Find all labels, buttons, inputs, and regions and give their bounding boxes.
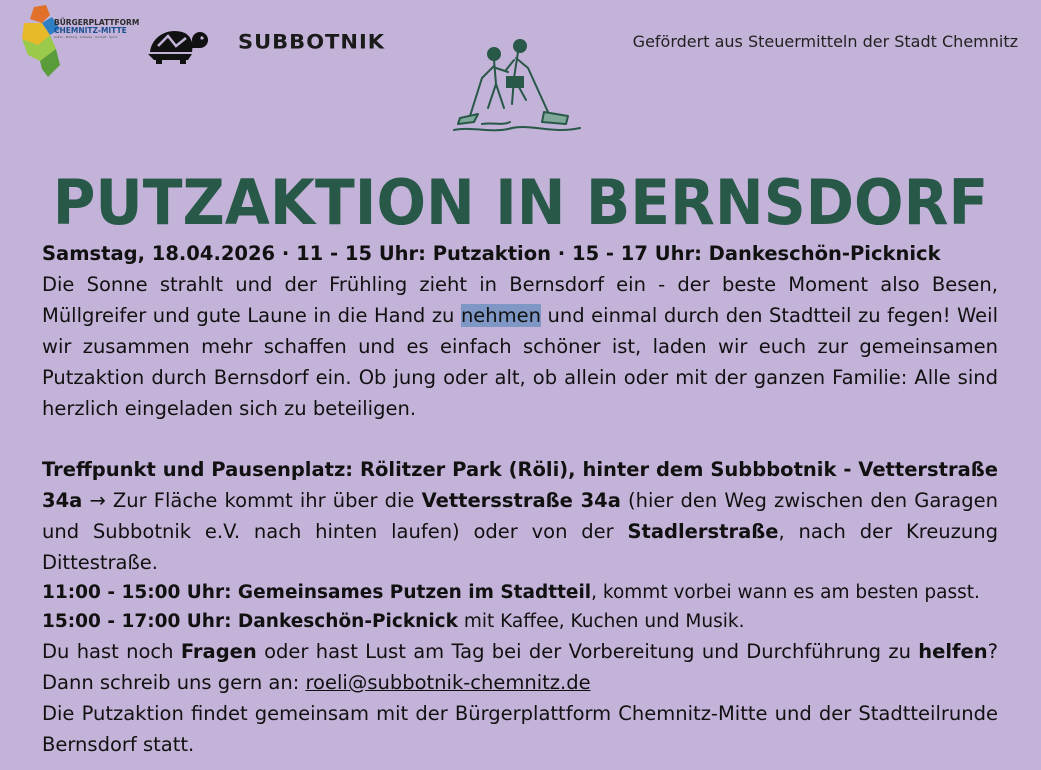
contact-paragraph [42,636,998,698]
contact-bold-2: helfen [918,640,988,663]
turtle-icon [146,22,210,66]
meeting-point-heading: Treffpunkt und Pausenplatz: Rölitzer Park (Röli), hinter dem Subbbotnik - Vetterstraße 34a [42,458,998,512]
schedule-time-1: 11:00 - 15:00 Uhr: Gemeinsames Putzen im Stadtteil [42,582,592,603]
intro-text-1: Die Sonne strahlt und der Frühling zieht in Bernsdorf ein - der beste Moment also Besen, Müllgreifer und gute Laune in die Hand zu [42,273,998,327]
meeting-street-2: Stadlerstraße [627,520,779,543]
email-link[interactable]: roeli@subbotnik-chemnitz.de [305,671,591,694]
platform-logo-line2: CHEMNITZ-MITTE [54,26,127,35]
cleaning-people-illustration [452,38,584,138]
selected-word: nehmen [460,304,542,327]
schedule-desc-1: , kommt vorbei wann es am besten passt. [591,582,980,603]
main-content [42,238,998,760]
page-title: PUTZAKTION IN BERNSDORF [52,166,989,239]
subbotnik-wordmark: SUBBOTNIK [238,30,386,54]
meeting-text-3: , nach der Kreuzung Dittestraße. [42,520,999,574]
contact-text-2: oder hast Lust am Tag bei der Vorbereitung und Durchführung zu [256,640,919,663]
platform-logo-line3: Kultur · Bildung · Soziales · Umwelt · Sport [54,35,118,39]
schedule-time-2: 15:00 - 17:00 Uhr: Dankeschön-Picknick [42,611,458,632]
meeting-street-1: Vettersstraße 34a [421,489,621,512]
buergerplattform-logo [20,5,140,77]
meeting-point-paragraph [42,454,998,578]
map-logo-icon [20,5,80,79]
schedule-desc-2: mit Kaffee, Kuchen und Musik. [457,611,745,632]
schedule-item [42,578,998,607]
schedule-item [42,607,998,636]
platform-logo-line1: BÜRGERPLATTFORM [54,18,140,27]
spacer [42,424,998,454]
contact-text-1: Du hast noch [42,640,181,663]
intro-text-2: und einmal durch den Stadtteil zu fegen! Weil wir zusammen mehr schaffen und es einfach schöner ist, laden wir euch zur gemeinsamen Putzaktion durch Bernsdorf ein. Ob jung oder alt, ob allein oder mit der ganzen Familie: Alle sind herzlich eingeladen sich zu beteiligen. [42,304,998,420]
contact-text-3: ? Dann schreib uns gern an: [42,640,999,694]
meeting-text-1: → Zur Fläche kommt ihr über die [82,489,422,512]
meeting-text-2: (hier den Weg zwischen den Garagen und Subbotnik e.V. nach hinten laufen) oder von der [42,489,998,543]
closing-paragraph: Die Putzaktion findet gemeinsam mit der Bürgerplattform Chemnitz-Mitte und der Stadtteilrunde Bernsdorf statt. [42,702,998,756]
sponsor-text: Gefördert aus Steuermitteln der Stadt Chemnitz [632,32,1018,51]
intro-paragraph [42,269,998,424]
contact-bold-1: Fragen [180,640,257,663]
event-date-line: Samstag, 18.04.2026 · 11 - 15 Uhr: Putzaktion · 15 - 17 Uhr: Dankeschön-Picknick [42,242,941,265]
